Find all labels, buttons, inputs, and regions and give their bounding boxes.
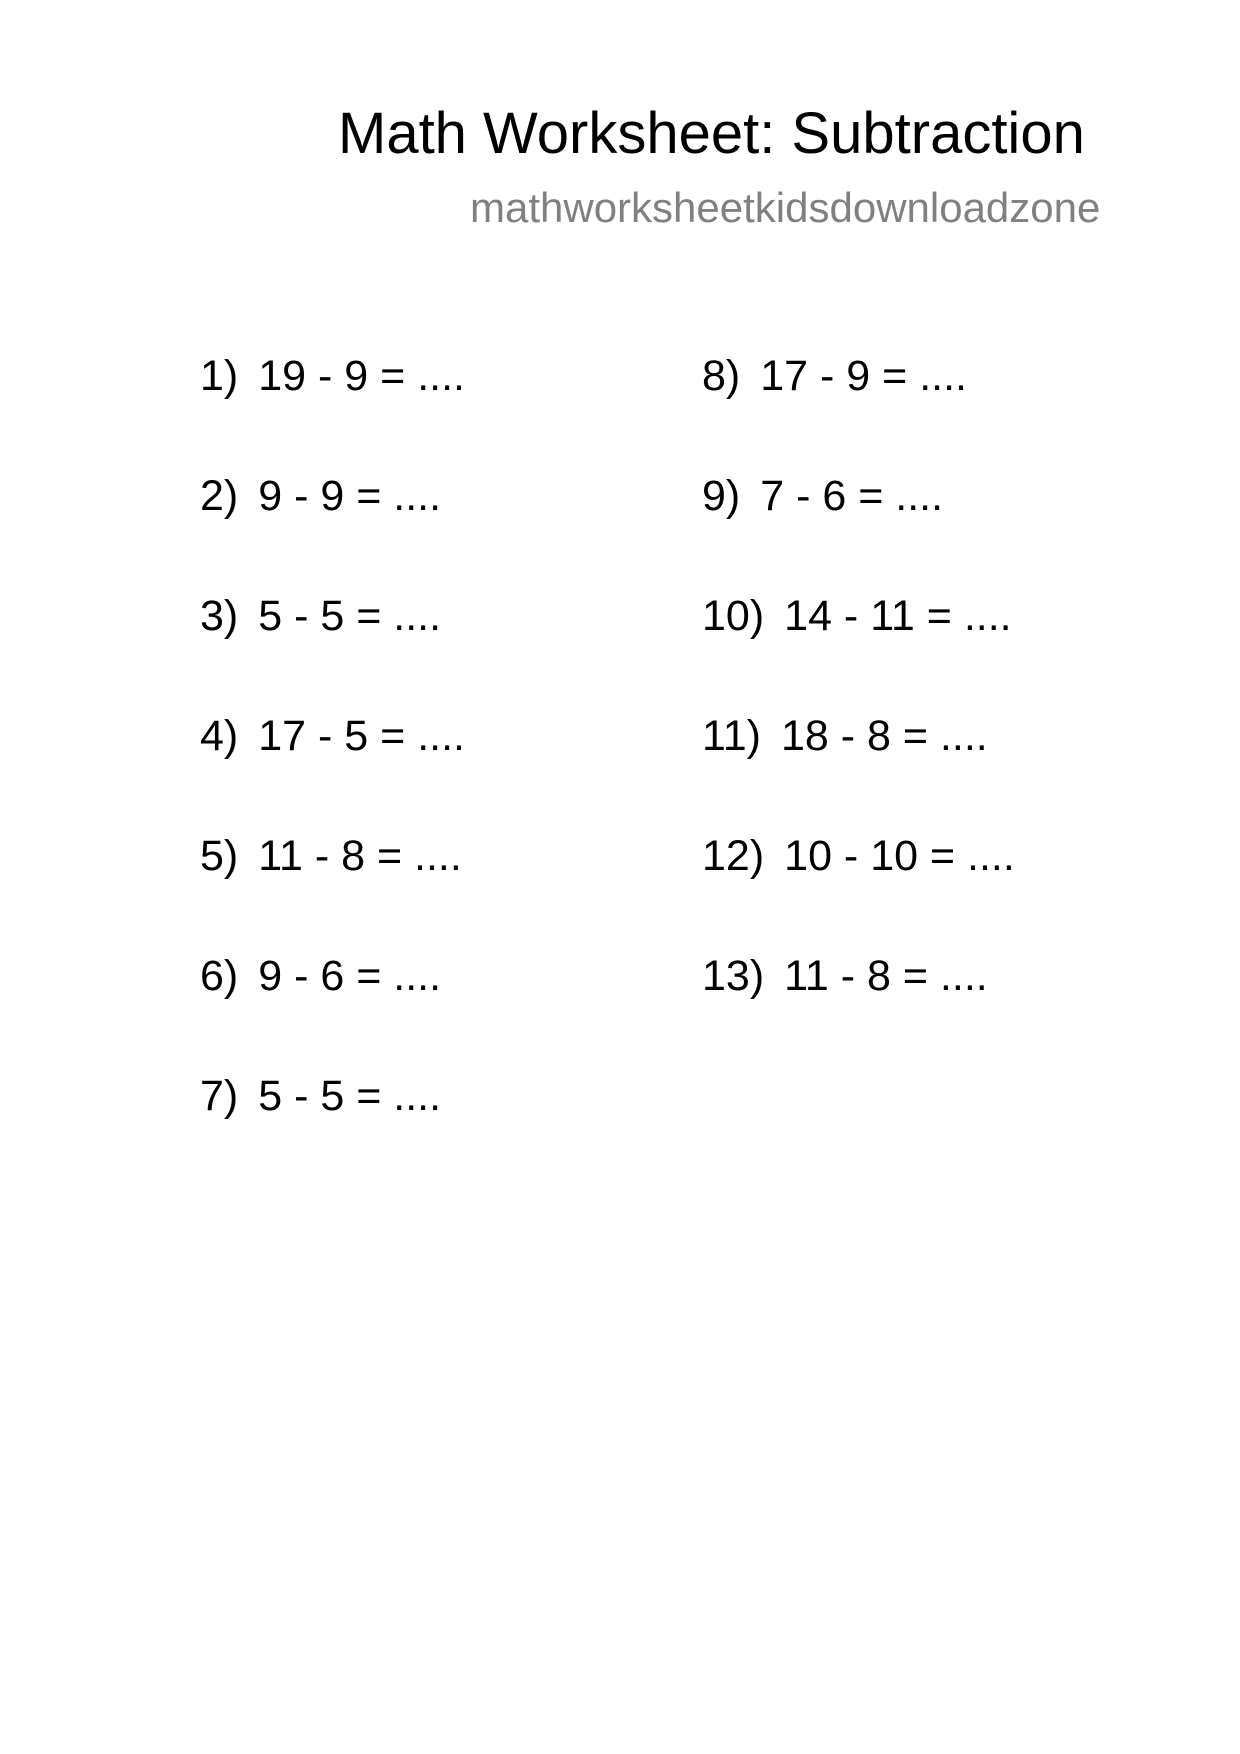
problem-expression: 9 - 6 = .... <box>258 952 442 1000</box>
worksheet-title: Math Worksheet: Subtraction <box>338 101 1085 166</box>
problem-item <box>702 590 1015 710</box>
problem-number: 13) <box>702 952 765 1000</box>
problem-expression: 5 - 5 = .... <box>258 1072 442 1120</box>
problem-number: 2) <box>200 472 239 520</box>
problem-number: 12) <box>702 832 765 880</box>
problem-number: 1) <box>200 352 239 400</box>
problem-expression: 17 - 5 = .... <box>258 712 465 760</box>
problem-number: 11) <box>702 712 761 760</box>
problem-expression: 14 - 11 = .... <box>784 592 1012 640</box>
problem-item <box>200 950 465 1070</box>
problem-item <box>200 470 465 590</box>
problem-item <box>200 710 465 830</box>
problem-number: 6) <box>200 952 239 1000</box>
problem-number: 7) <box>200 1072 239 1120</box>
problem-expression: 17 - 9 = .... <box>760 352 967 400</box>
problems-right-column <box>702 350 1015 1070</box>
problem-item <box>702 470 1015 590</box>
source-credit: mathworksheetkidsdownloadzone <box>470 184 1101 231</box>
problem-item <box>200 1070 465 1190</box>
problems-left-column <box>200 350 465 1190</box>
problem-expression: 11 - 8 = .... <box>258 832 462 880</box>
problem-item <box>200 350 465 470</box>
problem-number: 8) <box>702 352 741 400</box>
problem-expression: 11 - 8 = .... <box>784 952 988 1000</box>
problem-number: 9) <box>702 472 741 520</box>
problem-item <box>200 830 465 950</box>
problem-item <box>702 830 1015 950</box>
problem-expression: 19 - 9 = .... <box>258 352 465 400</box>
problem-number: 5) <box>200 832 239 880</box>
problem-number: 4) <box>200 712 239 760</box>
problem-expression: 9 - 9 = .... <box>258 472 442 520</box>
problem-item <box>702 710 1015 830</box>
problem-expression: 7 - 6 = .... <box>760 472 944 520</box>
problem-number: 10) <box>702 592 765 640</box>
problem-expression: 18 - 8 = .... <box>780 712 988 760</box>
problem-number: 3) <box>200 592 239 640</box>
problem-item <box>200 590 465 710</box>
problem-item <box>702 950 1015 1070</box>
problem-expression: 10 - 10 = .... <box>784 832 1015 880</box>
problem-item <box>702 350 1015 470</box>
problem-expression: 5 - 5 = .... <box>258 592 442 640</box>
